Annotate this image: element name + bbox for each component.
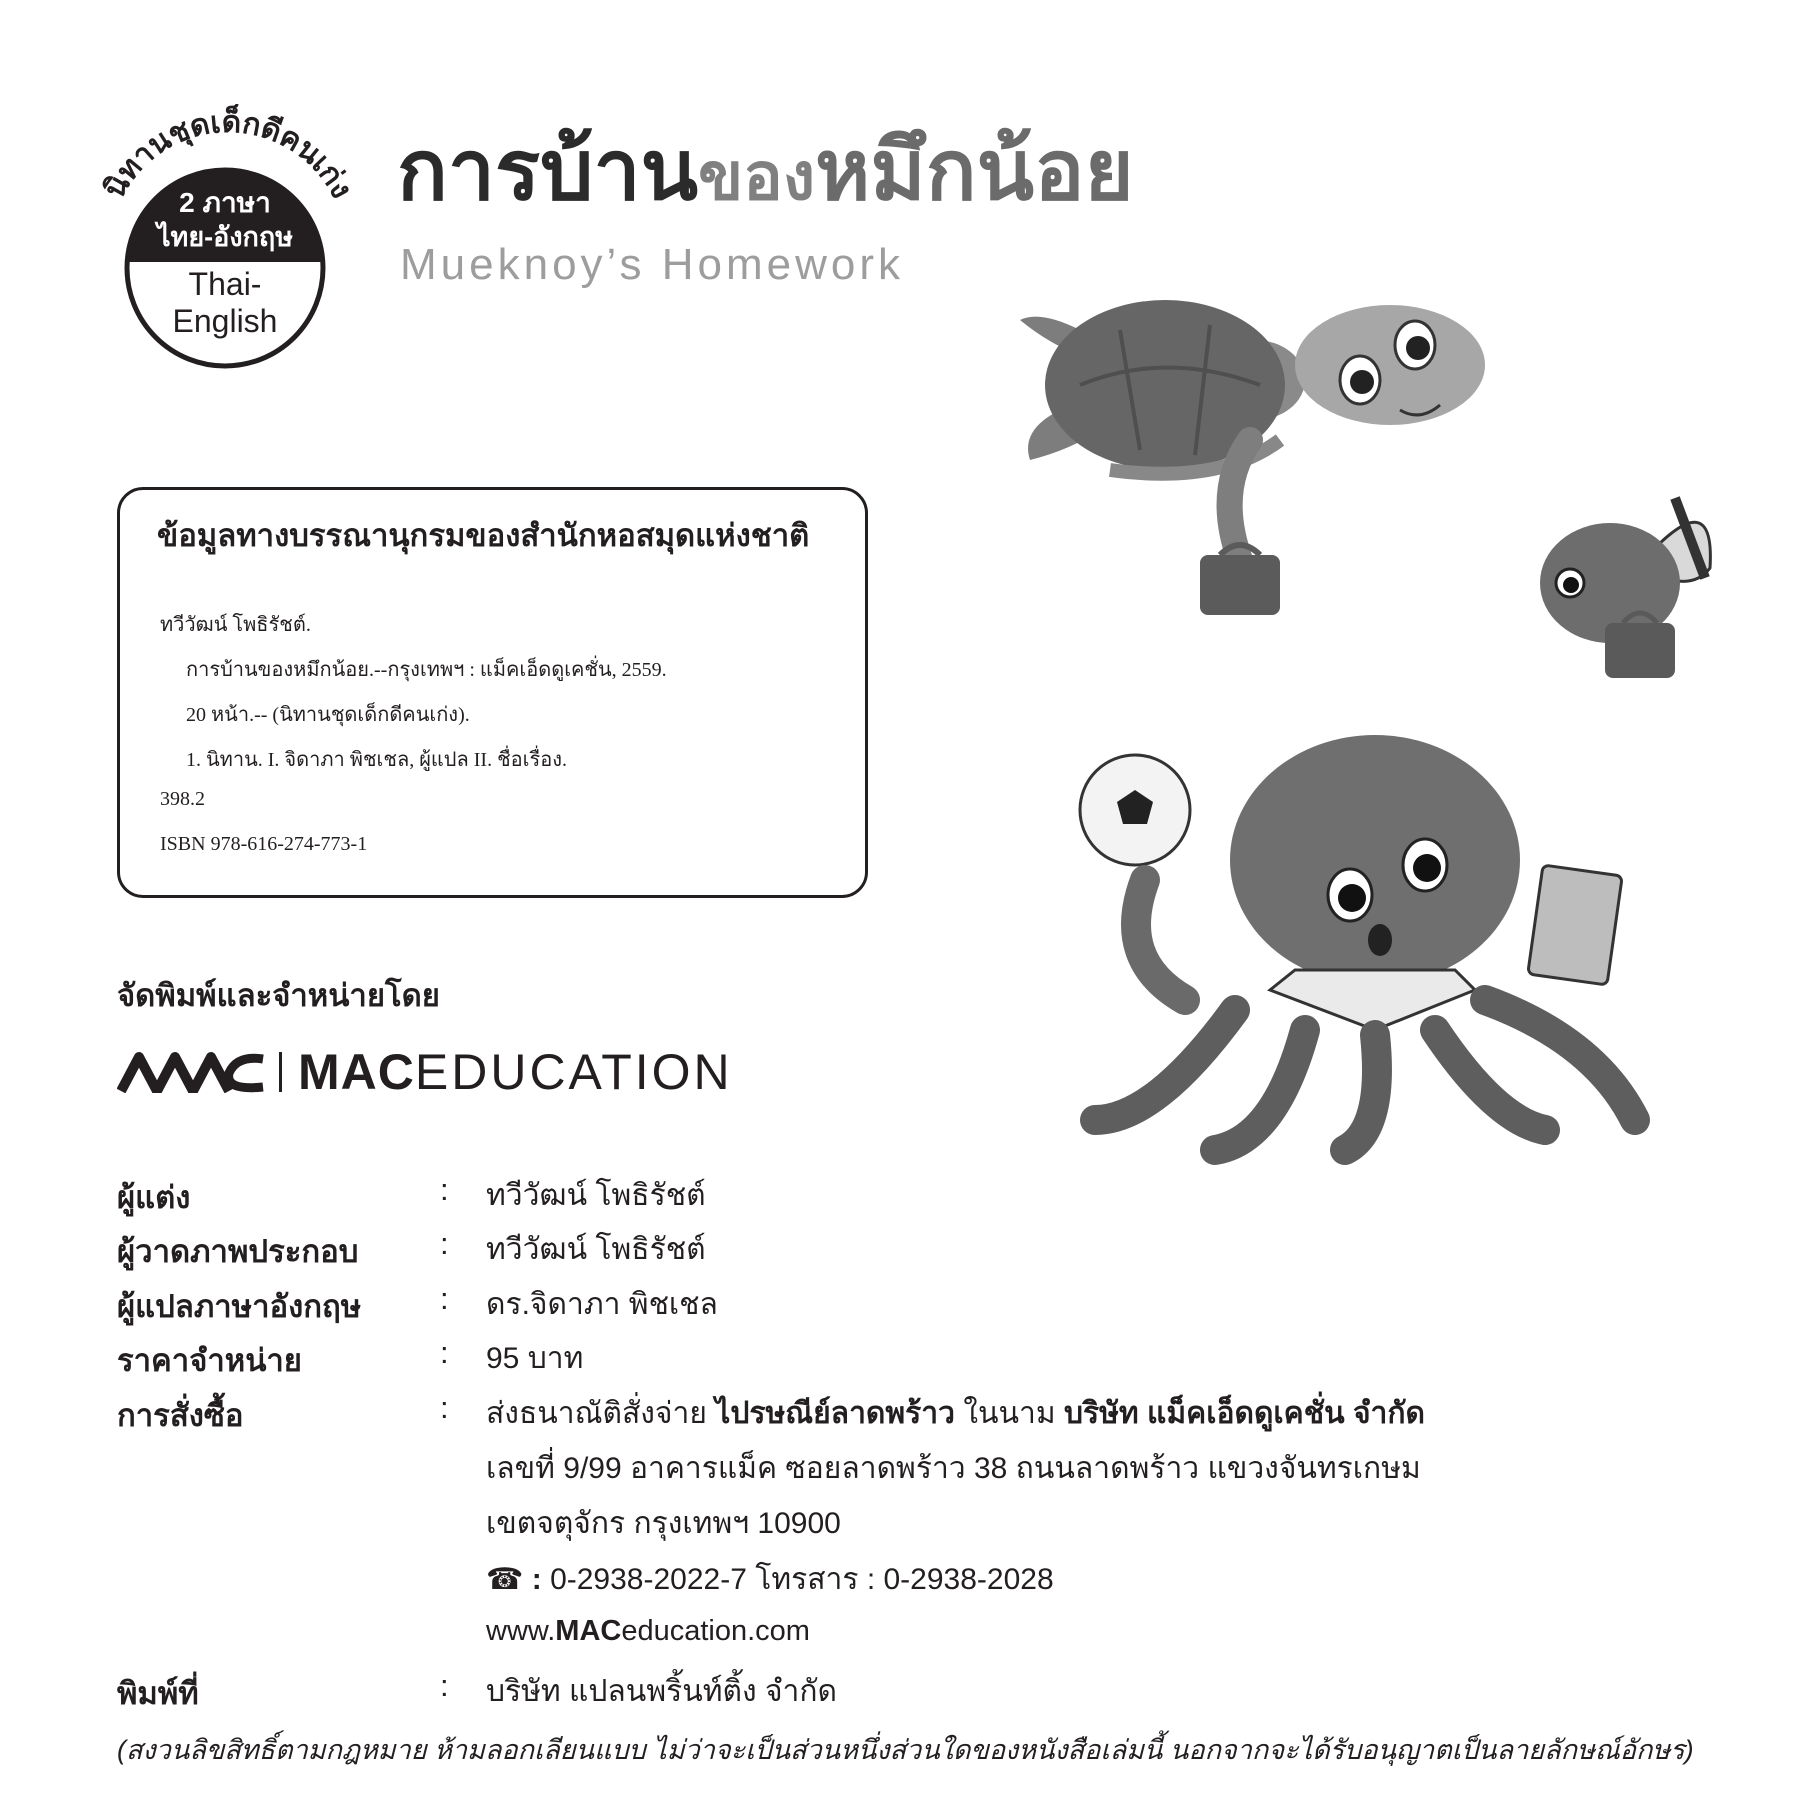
order-prefix: ส่งธนาณัติสั่งจ่าย — [486, 1397, 707, 1430]
series-badge-graphic — [80, 90, 370, 360]
phone-colon: : — [531, 1563, 542, 1596]
translator-colon: : — [440, 1281, 449, 1316]
illustrator-colon: : — [440, 1226, 449, 1261]
book-title — [397, 123, 1134, 217]
order-colon: : — [440, 1390, 449, 1425]
publisher-heading: จัดพิมพ์และจำหน่ายโดย — [117, 978, 440, 1013]
cip-heading: ข้อมูลทางบรรณานุกรมของสำนักหอสมุดแห่งชาติ — [157, 518, 810, 553]
logo-text-bold: MAC — [298, 1044, 415, 1100]
title-part-2: ของ — [698, 139, 816, 213]
order-post-office: ไปรษณีย์ลาดพร้าว — [715, 1397, 955, 1430]
order-value — [486, 1390, 1425, 1437]
author-label: ผู้แต่ง — [117, 1180, 191, 1215]
cip-line-pages: 20 หน้า.-- (นิทานชุดเด็กดีคนเก่ง). — [186, 704, 470, 726]
sea-turtle-illustration — [1020, 290, 1510, 630]
series-badge — [80, 90, 370, 360]
title-part-1: การบ้าน — [397, 123, 699, 217]
price-colon: : — [440, 1335, 449, 1370]
book-title-english: Mueknoy’s Homework — [400, 240, 905, 289]
website-url[interactable] — [486, 1615, 810, 1648]
cip-line-title: การบ้านของหมึกน้อย.--กรุงเทพฯ : แม็คเอ็ดดูเคชั่น, 2559. — [186, 659, 667, 681]
url-suffix: education.com — [621, 1615, 810, 1647]
author-colon: : — [440, 1172, 449, 1207]
badge-line-2: ไทย-อังกฤษ — [156, 222, 294, 252]
cip-line-isbn: ISBN 978-616-274-773-1 — [160, 833, 368, 855]
illustrator-label: ผู้วาดภาพประกอบ — [117, 1234, 359, 1269]
badge-line-3: Thai- — [188, 266, 262, 302]
address-line-2: เขตจตุจักร กรุงเทพฯ 10900 — [486, 1507, 841, 1540]
printer-value: บริษัท แปลนพริ้นท์ติ้ง จำกัด — [486, 1675, 838, 1708]
translator-label: ผู้แปลภาษาอังกฤษ — [117, 1289, 362, 1324]
phone-line — [486, 1556, 1054, 1603]
fish-illustration — [1535, 488, 1715, 698]
url-prefix: www. — [486, 1615, 556, 1647]
phone-fax-numbers: 0-2938-2022-7 โทรสาร : 0-2938-2028 — [550, 1563, 1054, 1596]
translator-value: ดร.จิดาภา พิชเชล — [486, 1288, 718, 1321]
price-label: ราคาจำหน่าย — [117, 1343, 302, 1378]
logo-text-light: EDUCATION — [414, 1044, 733, 1100]
copyright-note: (สงวนลิขสิทธิ์ตามกฎหมาย ห้ามลอกเลียนแบบ ไม่ว่าจะเป็นส่วนหนึ่งส่วนใดของหนังสือเล่มนี้ นอกจากจะได้รับอนุญาตเป็นลายลักษณ์อักษร) — [117, 1735, 1694, 1765]
logo-divider — [279, 1052, 282, 1092]
badge-line-1: 2 ภาษา — [179, 187, 271, 218]
printer-colon: : — [440, 1668, 449, 1703]
printer-label: พิมพ์ที่ — [117, 1676, 199, 1711]
phone-icon: ☎ — [486, 1563, 524, 1596]
badge-arc-text: นิทานชุดเด็กดีคนเก่ง — [97, 105, 359, 204]
url-bold: MAC — [555, 1615, 622, 1647]
author-value: ทวีวัฒน์ โพธิรัชต์ — [486, 1179, 706, 1212]
illustrator-value: ทวีวัฒน์ โพธิรัชต์ — [486, 1233, 706, 1266]
title-part-3: หมึกน้อย — [815, 123, 1134, 217]
badge-line-4: English — [172, 303, 278, 339]
mac-logo-mark-icon — [117, 1051, 265, 1093]
cip-line-author: ทวีวัฒน์ โพธิรัชต์. — [160, 614, 311, 636]
order-in-name: ในนาม — [963, 1397, 1056, 1430]
cip-line-classification: 398.2 — [160, 788, 205, 810]
octopus-illustration — [1075, 740, 1655, 1160]
cip-line-subjects: 1. นิทาน. I. จิดาภา พิชเชล, ผู้แปล II. ชื่อเรื่อง. — [186, 749, 568, 771]
mac-education-logo — [117, 1044, 733, 1100]
address-line-1: เลขที่ 9/99 อาคารแม็ค ซอยลาดพร้าว 38 ถนนลาดพร้าว แขวงจันทรเกษม — [486, 1452, 1421, 1485]
order-company: บริษัท แม็คเอ็ดดูเคชั่น จำกัด — [1063, 1397, 1426, 1430]
price-value: 95 บาท — [486, 1342, 584, 1375]
order-label: การสั่งซื้อ — [117, 1398, 244, 1433]
